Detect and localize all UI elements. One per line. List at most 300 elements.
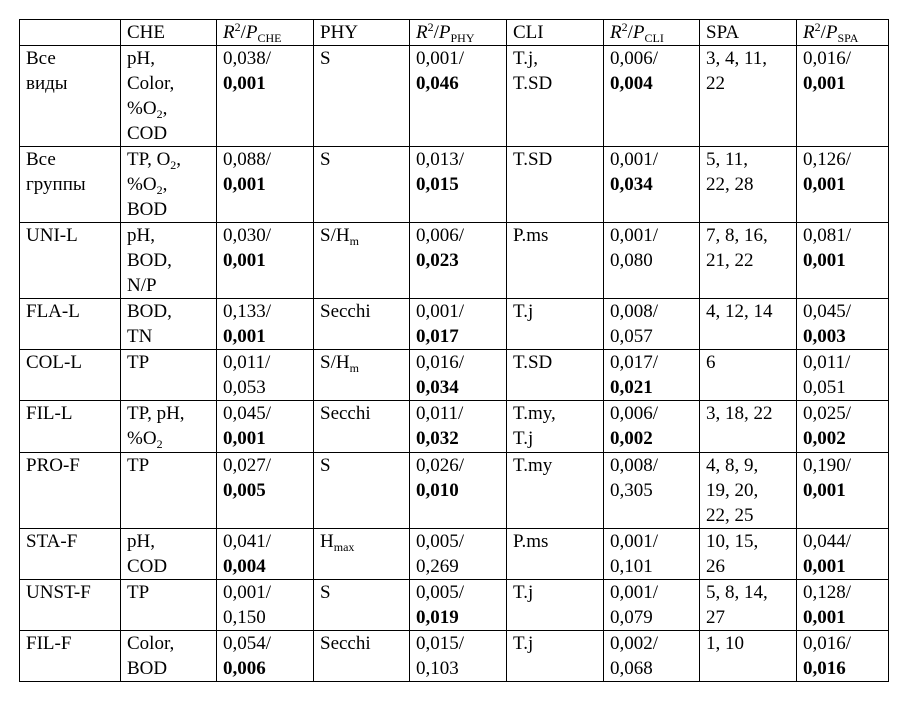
che-var-text: Color, — [127, 73, 175, 94]
phy-var-text: S — [320, 582, 331, 603]
che-stat-cell — [217, 147, 314, 223]
cli-vars-cell — [507, 529, 604, 580]
p-value: 0,002 — [803, 428, 846, 449]
r2-value: 0,001/ — [610, 149, 659, 170]
che-var-line — [127, 71, 216, 96]
che-var-text: TP, pH, — [127, 403, 185, 424]
spa-line: 5, 8, 14, — [706, 582, 768, 603]
group-label-line: Все — [26, 149, 56, 170]
phy-vars-cell — [314, 147, 410, 223]
header-cli: CLI — [507, 20, 604, 46]
r2-value: 0,006/ — [416, 225, 465, 246]
cli-var-line: T.SD — [513, 352, 553, 373]
che-var-sub: 2 — [156, 107, 163, 121]
p-value: 0,053 — [223, 377, 266, 398]
che-var-line — [127, 324, 216, 349]
phy-var-line — [320, 401, 409, 426]
che-var-text: BOD — [127, 658, 168, 679]
p-value: 0,001 — [803, 607, 846, 628]
che-stat-cell — [217, 453, 314, 529]
group-label-line: STA-F — [26, 531, 78, 552]
spa-line: 22, 28 — [706, 174, 754, 195]
r2-value: 0,001/ — [610, 531, 659, 552]
spa-stat-cell — [797, 223, 889, 299]
spa-stat-cell — [797, 401, 889, 453]
spa-line: 4, 12, 14 — [706, 301, 773, 322]
spa-cell — [700, 46, 797, 147]
che-var-text: %O — [127, 174, 157, 195]
table-row — [20, 350, 889, 401]
spa-cell — [700, 223, 797, 299]
table-row — [20, 299, 889, 350]
r2-value: 0,006/ — [610, 403, 659, 424]
cli-var-line: T.j — [513, 301, 534, 322]
che-vars-cell — [121, 580, 217, 631]
phy-var-line — [320, 46, 409, 71]
group-cell — [20, 580, 121, 631]
phy-var-line — [320, 580, 409, 605]
che-var-line — [127, 197, 216, 222]
che-vars-cell — [121, 529, 217, 580]
r2-value: 0,190/ — [803, 455, 852, 476]
che-var-line — [127, 453, 216, 478]
r2-value: 0,001/ — [416, 301, 465, 322]
che-stat-cell — [217, 631, 314, 682]
group-label-line: UNST-F — [26, 582, 91, 603]
group-label-line: виды — [26, 73, 68, 94]
che-var-text: BOD, — [127, 250, 172, 271]
spa-cell — [700, 350, 797, 401]
phy-stat-cell — [410, 350, 507, 401]
spa-line: 7, 8, 16, — [706, 225, 768, 246]
phy-vars-cell — [314, 299, 410, 350]
header-group-cell — [20, 20, 121, 46]
che-var-after: , — [162, 174, 168, 195]
r2-value: 0,025/ — [803, 403, 852, 424]
phy-stat-cell — [410, 147, 507, 223]
che-var-line — [127, 580, 216, 605]
p-value: 0,057 — [610, 326, 653, 347]
che-var-text: Color, — [127, 633, 175, 654]
p-value: 0,002 — [610, 428, 653, 449]
cli-vars-cell — [507, 46, 604, 147]
r2-value: 0,027/ — [223, 455, 272, 476]
r2-value: 0,016/ — [803, 633, 852, 654]
che-var-line — [127, 96, 216, 121]
p-value: 0,019 — [416, 607, 459, 628]
p-value: 0,068 — [610, 658, 653, 679]
p-value: 0,001 — [223, 326, 266, 347]
cli-stat-cell — [604, 401, 700, 453]
r2-value: 0,016/ — [416, 352, 465, 373]
spa-cell — [700, 453, 797, 529]
group-label-line: Все — [26, 48, 56, 69]
header-r2-che: $R^2/P_{CHE}$ — [217, 20, 314, 46]
cli-vars-cell — [507, 401, 604, 453]
phy-stat-cell — [410, 631, 507, 682]
che-var-line — [127, 631, 216, 656]
phy-vars-cell — [314, 453, 410, 529]
p-value: 0,269 — [416, 556, 459, 577]
group-cell — [20, 453, 121, 529]
r2-value: 0,008/ — [610, 301, 659, 322]
cli-var-line: T.my — [513, 455, 553, 476]
table-row — [20, 631, 889, 682]
p-value: 0,004 — [610, 73, 653, 94]
r2-value: 0,008/ — [610, 455, 659, 476]
group-cell — [20, 299, 121, 350]
header-row — [20, 20, 889, 46]
r2-value: 0,038/ — [223, 48, 272, 69]
phy-stat-cell — [410, 46, 507, 147]
che-var-line — [127, 273, 216, 298]
r2-value: 0,133/ — [223, 301, 272, 322]
r2-value: 0,041/ — [223, 531, 272, 552]
group-cell — [20, 529, 121, 580]
che-vars-cell — [121, 223, 217, 299]
phy-var-line — [320, 631, 409, 656]
r2-value: 0,001/ — [610, 225, 659, 246]
r2-value: 0,011/ — [223, 352, 271, 373]
che-vars-cell — [121, 46, 217, 147]
group-label-line: группы — [26, 174, 86, 195]
cli-var-line: P.ms — [513, 225, 549, 246]
r2-value: 0,030/ — [223, 225, 272, 246]
che-stat-cell — [217, 401, 314, 453]
r2-value: 0,126/ — [803, 149, 852, 170]
che-var-text: COD — [127, 123, 168, 144]
phy-var-line — [320, 350, 409, 375]
che-var-text: TP — [127, 352, 150, 373]
r2-value: 0,006/ — [610, 48, 659, 69]
che-var-sub: 2 — [156, 437, 163, 451]
table-row — [20, 401, 889, 453]
che-var-line — [127, 147, 216, 172]
r2-value: 0,011/ — [803, 352, 851, 373]
phy-var-text: S — [320, 149, 331, 170]
p-value: 0,079 — [610, 607, 653, 628]
spa-cell — [700, 529, 797, 580]
phy-stat-cell — [410, 580, 507, 631]
group-label-line: FIL-L — [26, 403, 73, 424]
che-var-line — [127, 350, 216, 375]
che-var-text: %O — [127, 98, 157, 119]
header-phy: PHY — [314, 20, 410, 46]
table-row — [20, 46, 889, 147]
table-row — [20, 580, 889, 631]
che-var-text: pH, — [127, 225, 155, 246]
group-cell — [20, 147, 121, 223]
cli-vars-cell — [507, 453, 604, 529]
group-cell — [20, 46, 121, 147]
cli-stat-cell — [604, 350, 700, 401]
phy-var-line — [320, 223, 409, 248]
p-value: 0,001 — [803, 174, 846, 195]
group-label-line: UNI-L — [26, 225, 78, 246]
che-var-text: TP — [127, 455, 150, 476]
r2-value: 0,016/ — [803, 48, 852, 69]
r2-value: 0,005/ — [416, 582, 465, 603]
cli-stat-cell — [604, 580, 700, 631]
table-body — [20, 20, 889, 682]
phy-var-line — [320, 529, 409, 554]
r2-value: 0,005/ — [416, 531, 465, 552]
cli-var-line: T.j, — [513, 48, 538, 69]
header-r2-phy: $R^2/P_{PHY}$ — [410, 20, 507, 46]
che-var-line — [127, 299, 216, 324]
group-cell — [20, 631, 121, 682]
p-value: 0,103 — [416, 658, 459, 679]
p-value: 0,023 — [416, 250, 459, 271]
spa-cell — [700, 401, 797, 453]
che-var-after: , — [162, 98, 168, 119]
spa-line: 10, 15, — [706, 531, 759, 552]
spa-stat-cell — [797, 631, 889, 682]
header-r2-spa: $R^2/P_{SPA}$ — [797, 20, 889, 46]
phy-var-text: Secchi — [320, 403, 371, 424]
spa-line: 22 — [706, 73, 725, 94]
p-value: 0,080 — [610, 250, 653, 271]
phy-var-sub: max — [333, 540, 355, 554]
che-var-text: BOD — [127, 199, 168, 220]
cli-var-line: T.my, — [513, 403, 556, 424]
spa-stat-cell — [797, 46, 889, 147]
phy-stat-cell — [410, 401, 507, 453]
results-table — [19, 19, 889, 682]
group-label-line: PRO-F — [26, 455, 80, 476]
p-value: 0,101 — [610, 556, 653, 577]
phy-stat-cell — [410, 299, 507, 350]
che-var-text: BOD, — [127, 301, 172, 322]
cli-var-line: T.SD — [513, 149, 553, 170]
group-label-line: FIL-F — [26, 633, 72, 654]
che-var-text: pH, — [127, 531, 155, 552]
spa-stat-cell — [797, 147, 889, 223]
phy-var-line — [320, 453, 409, 478]
spa-line: 19, 20, — [706, 480, 759, 501]
p-value: 0,005 — [223, 480, 266, 501]
phy-var-line — [320, 147, 409, 172]
r2-value: 0,017/ — [610, 352, 659, 373]
spa-line: 6 — [706, 352, 716, 373]
che-stat-cell — [217, 580, 314, 631]
spa-cell — [700, 299, 797, 350]
cli-stat-cell — [604, 529, 700, 580]
r2-value: 0,045/ — [223, 403, 272, 424]
spa-line: 26 — [706, 556, 725, 577]
group-cell — [20, 223, 121, 299]
p-value: 0,032 — [416, 428, 459, 449]
p-value: 0,001 — [223, 73, 266, 94]
cli-stat-cell — [604, 299, 700, 350]
r2-value: 0,044/ — [803, 531, 852, 552]
p-value: 0,001 — [803, 480, 846, 501]
che-var-after: , — [176, 149, 182, 170]
r2-value: 0,001/ — [416, 48, 465, 69]
spa-cell — [700, 580, 797, 631]
p-value: 0,305 — [610, 480, 653, 501]
r2-value: 0,001/ — [223, 582, 272, 603]
phy-var-sub: m — [349, 234, 359, 248]
p-value: 0,001 — [223, 428, 266, 449]
cli-var-line: T.j — [513, 428, 534, 449]
p-value: 0,046 — [416, 73, 459, 94]
group-cell — [20, 401, 121, 453]
p-value: 0,001 — [223, 250, 266, 271]
p-value: 0,001 — [803, 73, 846, 94]
che-var-line — [127, 529, 216, 554]
r2-value: 0,013/ — [416, 149, 465, 170]
che-vars-cell — [121, 631, 217, 682]
spa-line: 3, 4, 11, — [706, 48, 768, 69]
phy-vars-cell — [314, 350, 410, 401]
che-stat-cell — [217, 299, 314, 350]
phy-var-line — [320, 299, 409, 324]
che-vars-cell — [121, 147, 217, 223]
p-value: 0,034 — [416, 377, 459, 398]
phy-var-text: S — [320, 48, 331, 69]
r2-value: 0,081/ — [803, 225, 852, 246]
r2-value: 0,045/ — [803, 301, 852, 322]
che-var-line — [127, 426, 216, 451]
spa-stat-cell — [797, 299, 889, 350]
che-stat-cell — [217, 350, 314, 401]
p-value: 0,001 — [803, 250, 846, 271]
r2-value: 0,026/ — [416, 455, 465, 476]
phy-vars-cell — [314, 46, 410, 147]
phy-stat-cell — [410, 223, 507, 299]
table-row — [20, 453, 889, 529]
che-var-line — [127, 223, 216, 248]
p-value: 0,006 — [223, 658, 266, 679]
phy-var-text: S/H — [320, 225, 350, 246]
phy-vars-cell — [314, 401, 410, 453]
spa-cell — [700, 147, 797, 223]
cli-vars-cell — [507, 299, 604, 350]
che-stat-cell — [217, 529, 314, 580]
p-value: 0,001 — [223, 174, 266, 195]
che-vars-cell — [121, 401, 217, 453]
che-var-text: TP — [127, 582, 150, 603]
che-var-line — [127, 46, 216, 71]
phy-vars-cell — [314, 631, 410, 682]
phy-var-text: S — [320, 455, 331, 476]
r2-value: 0,015/ — [416, 633, 465, 654]
phy-stat-cell — [410, 529, 507, 580]
cli-stat-cell — [604, 631, 700, 682]
p-value: 0,051 — [803, 377, 846, 398]
spa-cell — [700, 631, 797, 682]
cli-vars-cell — [507, 580, 604, 631]
cli-stat-cell — [604, 46, 700, 147]
cli-stat-cell — [604, 223, 700, 299]
p-value: 0,003 — [803, 326, 846, 347]
che-vars-cell — [121, 299, 217, 350]
phy-var-text: S/H — [320, 352, 350, 373]
header-spa: SPA — [700, 20, 797, 46]
p-value: 0,021 — [610, 377, 653, 398]
spa-line: 22, 25 — [706, 505, 754, 526]
che-var-text: TP, O — [127, 149, 171, 170]
phy-vars-cell — [314, 580, 410, 631]
che-stat-cell — [217, 46, 314, 147]
spa-stat-cell — [797, 350, 889, 401]
cli-var-line: T.j — [513, 582, 534, 603]
r2-value: 0,011/ — [416, 403, 464, 424]
p-value: 0,034 — [610, 174, 653, 195]
cli-var-line: T.j — [513, 633, 534, 654]
che-var-sub: 2 — [156, 183, 163, 197]
table-row — [20, 147, 889, 223]
che-var-text: %O — [127, 428, 157, 449]
che-var-text: TN — [127, 326, 153, 347]
p-value: 0,015 — [416, 174, 459, 195]
p-value: 0,001 — [803, 556, 846, 577]
phy-vars-cell — [314, 529, 410, 580]
cli-vars-cell — [507, 350, 604, 401]
phy-var-text: Secchi — [320, 301, 371, 322]
che-var-text: pH, — [127, 48, 155, 69]
spa-line: 21, 22 — [706, 250, 754, 271]
phy-var-sub: m — [349, 361, 359, 375]
che-var-text: COD — [127, 556, 168, 577]
r2-value: 0,128/ — [803, 582, 852, 603]
cli-vars-cell — [507, 223, 604, 299]
che-var-text: N/P — [127, 275, 157, 296]
spa-line: 5, 11, — [706, 149, 749, 170]
che-var-line — [127, 554, 216, 579]
spa-line: 3, 18, 22 — [706, 403, 773, 424]
p-value: 0,010 — [416, 480, 459, 501]
spa-line: 1, 10 — [706, 633, 744, 654]
r2-value: 0,088/ — [223, 149, 272, 170]
r2-value: 0,054/ — [223, 633, 272, 654]
phy-var-text: H — [320, 531, 334, 552]
header-che: CHE — [121, 20, 217, 46]
phy-vars-cell — [314, 223, 410, 299]
spa-stat-cell — [797, 529, 889, 580]
che-var-line — [127, 121, 216, 146]
che-vars-cell — [121, 453, 217, 529]
group-cell — [20, 350, 121, 401]
che-vars-cell — [121, 350, 217, 401]
header-r2-cli: $R^2/P_{CLI}$ — [604, 20, 700, 46]
che-var-line — [127, 401, 216, 426]
spa-stat-cell — [797, 580, 889, 631]
p-value: 0,150 — [223, 607, 266, 628]
che-stat-cell — [217, 223, 314, 299]
r2-value: 0,002/ — [610, 633, 659, 654]
p-value: 0,004 — [223, 556, 266, 577]
cli-stat-cell — [604, 453, 700, 529]
che-var-line — [127, 172, 216, 197]
cli-vars-cell — [507, 147, 604, 223]
group-label-line: COL-L — [26, 352, 82, 373]
cli-var-line: P.ms — [513, 531, 549, 552]
che-var-line — [127, 248, 216, 273]
spa-line: 4, 8, 9, — [706, 455, 759, 476]
che-var-sub: 2 — [170, 158, 177, 172]
r2-value: 0,001/ — [610, 582, 659, 603]
p-value: 0,016 — [803, 658, 846, 679]
group-label-line: FLA-L — [26, 301, 80, 322]
phy-var-text: Secchi — [320, 633, 371, 654]
cli-stat-cell — [604, 147, 700, 223]
table-row — [20, 223, 889, 299]
che-var-line — [127, 656, 216, 681]
cli-vars-cell — [507, 631, 604, 682]
spa-stat-cell — [797, 453, 889, 529]
